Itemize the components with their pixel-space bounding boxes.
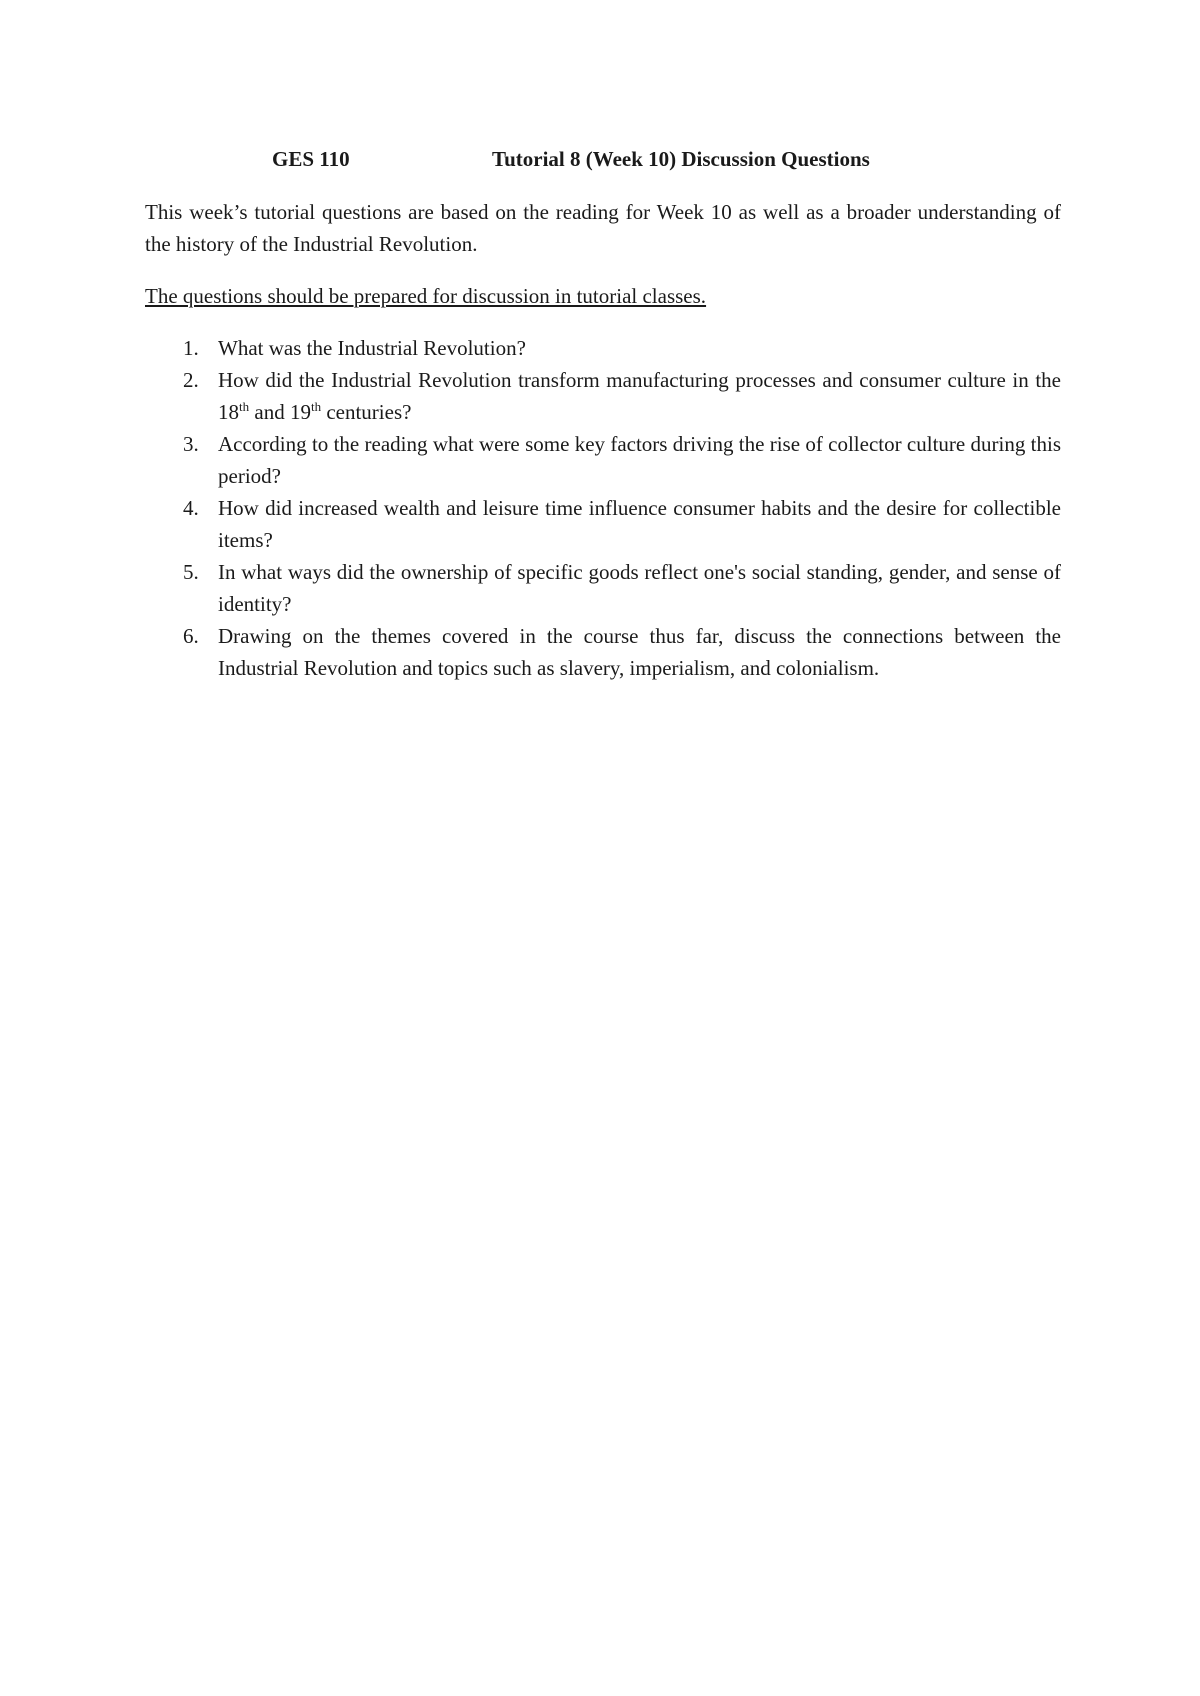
question-item [145,428,1061,492]
intro-paragraph: This week’s tutorial questions are based on the reading for Week 10 as well as a broader understanding of the history of the Industrial Revolution. [145,200,1061,256]
question-item [145,556,1061,620]
course-code: GES 110 [272,147,350,171]
question-number: 5. [183,560,199,584]
question-number: 1. [183,336,199,360]
question-text: What was the Industrial Revolution? [218,336,526,360]
question-number: 2. [183,368,199,392]
document-heading [145,142,1061,176]
question-item [145,492,1061,556]
document-title: Tutorial 8 (Week 10) Discussion Questions [492,147,870,171]
question-number: 3. [183,432,199,456]
question-text-part: and 19 [249,400,311,424]
question-text: Drawing on the themes covered in the course thus far, discuss the connections between the Industrial Revolution and topics such as slavery, imperialism, and colonialism. [218,624,1061,680]
ordinal-suffix: th [239,399,250,414]
question-number: 4. [183,496,199,520]
question-item [145,620,1061,684]
question-item [145,364,1061,428]
question-text: In what ways did the ownership of specific goods reflect one's social standing, gender, and sense of identity? [218,560,1061,616]
question-item [145,332,1061,364]
ordinal-suffix: th [310,399,322,414]
question-number: 6. [183,624,199,648]
question-text-part: centuries? [321,400,412,424]
question-text: How did increased wealth and leisure time influence consumer habits and the desire for collectible items? [218,496,1061,552]
instruction-text: The questions should be prepared for discussion in tutorial classes. [145,284,707,308]
question-text-part: How did the Industrial Revolution transform manufacturing processes and consumer culture in the 18 [218,368,1061,424]
document-page [145,142,1061,684]
question-text: According to the reading what were some key factors driving the rise of collector culture during this period? [218,432,1061,488]
question-list [145,332,1061,684]
